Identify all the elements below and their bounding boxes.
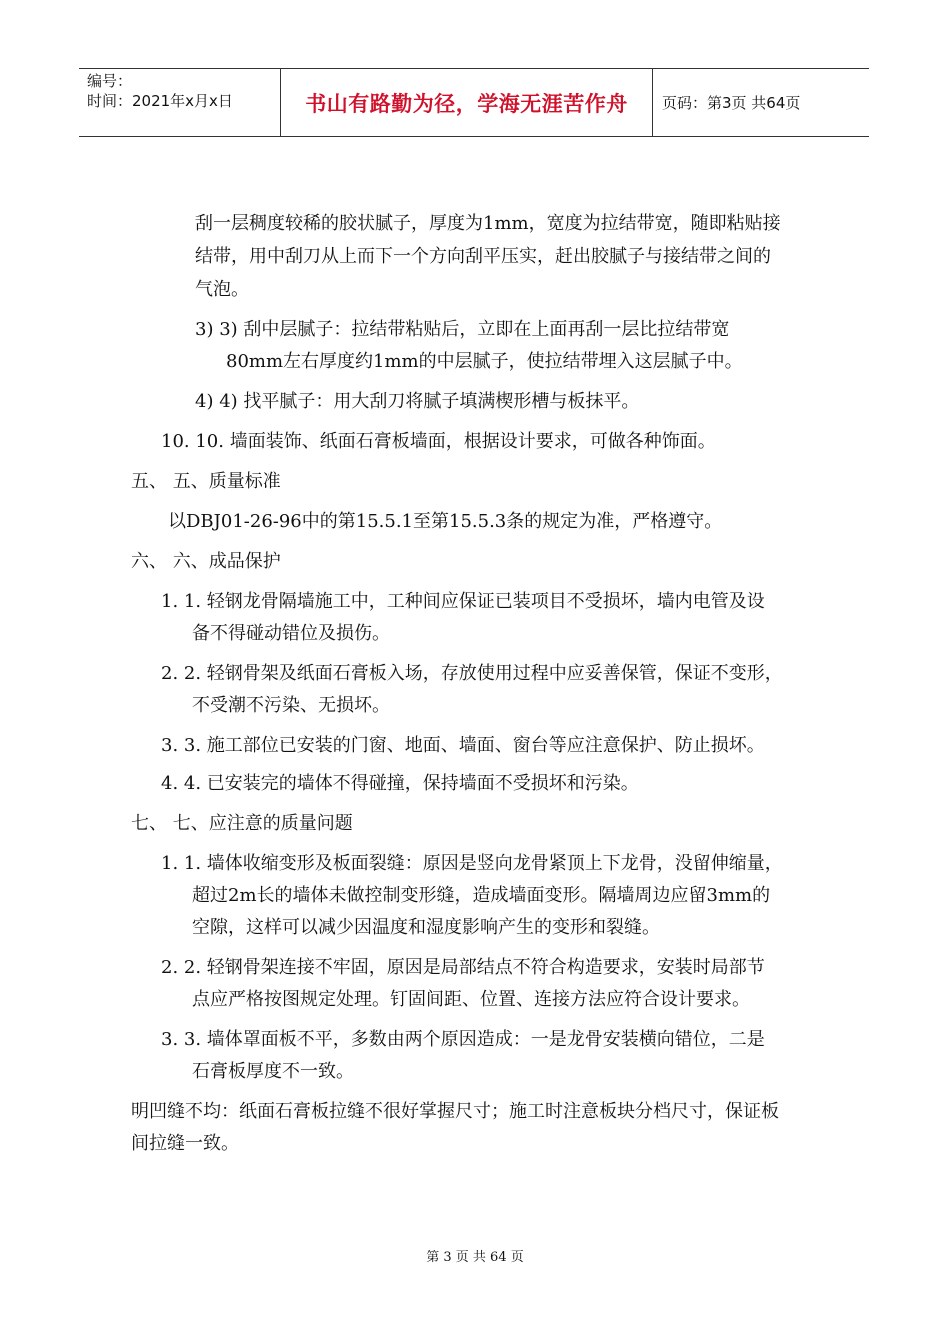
- section-heading: 七、 七、应注意的质量问题: [131, 813, 353, 834]
- text-line: 以DBJ01-26-96中的第15.5.1至第15.5.3条的规定为准，严格遵守。: [168, 511, 723, 532]
- text-line: 明凹缝不均：纸面石膏板拉缝不很好掌握尺寸；施工时注意板块分档尺寸，保证板: [131, 1101, 779, 1122]
- text-line: 备不得碰动错位及损伤。: [192, 623, 390, 644]
- text-line: 间拉缝一致。: [131, 1133, 239, 1154]
- list-item-text: 3. 3. 施工部位已安装的门窗、地面、墙面、窗台等应注意保护、防止损坏。: [161, 735, 765, 756]
- list-item-text: 4) 4) 找平腻子：用大刮刀将腻子填满楔形槽与板抹平。: [195, 391, 640, 412]
- time-label: 时间：2021年x月x日: [87, 92, 233, 110]
- list-item-text: 3. 3. 墙体罩面板不平，多数由两个原因造成：一是龙骨安装横向错位，二是: [161, 1029, 765, 1050]
- list-item-text: 3) 3) 刮中层腻子：拉结带粘贴后，立即在上面再刮一层比拉结带宽: [195, 319, 730, 340]
- section-heading: 五、 五、质量标准: [131, 471, 281, 492]
- list-item-text: 1. 1. 轻钢龙骨隔墙施工中，工种间应保证已装项目不受损坏，墙内电管及设: [161, 591, 765, 612]
- list-item-text: 2. 2. 轻钢骨架及纸面石膏板入场，存放使用过程中应妥善保管，保证不变形，: [161, 663, 783, 684]
- list-item-text: 1. 1. 墙体收缩变形及板面裂缝：原因是竖向龙骨紧顶上下龙骨，没留伸缩量，: [161, 853, 783, 874]
- list-item-text: 4. 4. 已安装完的墙体不得碰撞，保持墙面不受损坏和污染。: [161, 773, 639, 794]
- list-item-text: 2. 2. 轻钢骨架连接不牢固，原因是局部结点不符合构造要求，安装时局部节: [161, 957, 765, 978]
- text-line: 80mm左右厚度约1mm的中层腻子，使拉结带埋入这层腻子中。: [226, 351, 743, 372]
- text-line: 石膏板厚度不一致。: [192, 1061, 354, 1082]
- text-line: 不受潮不污染、无损坏。: [192, 695, 390, 716]
- text-line: 气泡。: [195, 279, 249, 300]
- header-meta: [79, 69, 281, 136]
- header-page-number: 页码：第3页 共64页: [662, 94, 801, 112]
- page-footer: 第 3 页 共 64 页: [426, 1250, 524, 1265]
- page-header: [79, 68, 869, 137]
- text-line: 刮一层稠度较稀的胶状腻子，厚度为1mm，宽度为拉结带宽，随即粘贴接: [195, 213, 781, 234]
- code-label: 编号：: [87, 72, 133, 90]
- list-item-text: 10. 10. 墙面装饰、纸面石膏板墙面，根据设计要求，可做各种饰面。: [161, 431, 716, 452]
- text-line: 点应严格按图规定处理。钉固间距、位置、连接方法应符合设计要求。: [192, 989, 750, 1010]
- text-line: 超过2m长的墙体未做控制变形缝，造成墙面变形。隔墙周边应留3mm的: [192, 885, 771, 906]
- header-motto: 书山有路勤为径，学海无涯苦作舟: [281, 69, 653, 136]
- section-heading: 六、 六、成品保护: [131, 551, 281, 572]
- text-line: 空隙，这样可以减少因温度和湿度影响产生的变形和裂缝。: [192, 917, 660, 938]
- text-line: 结带，用中刮刀从上而下一个方向刮平压实，赶出胶腻子与接结带之间的: [195, 246, 771, 267]
